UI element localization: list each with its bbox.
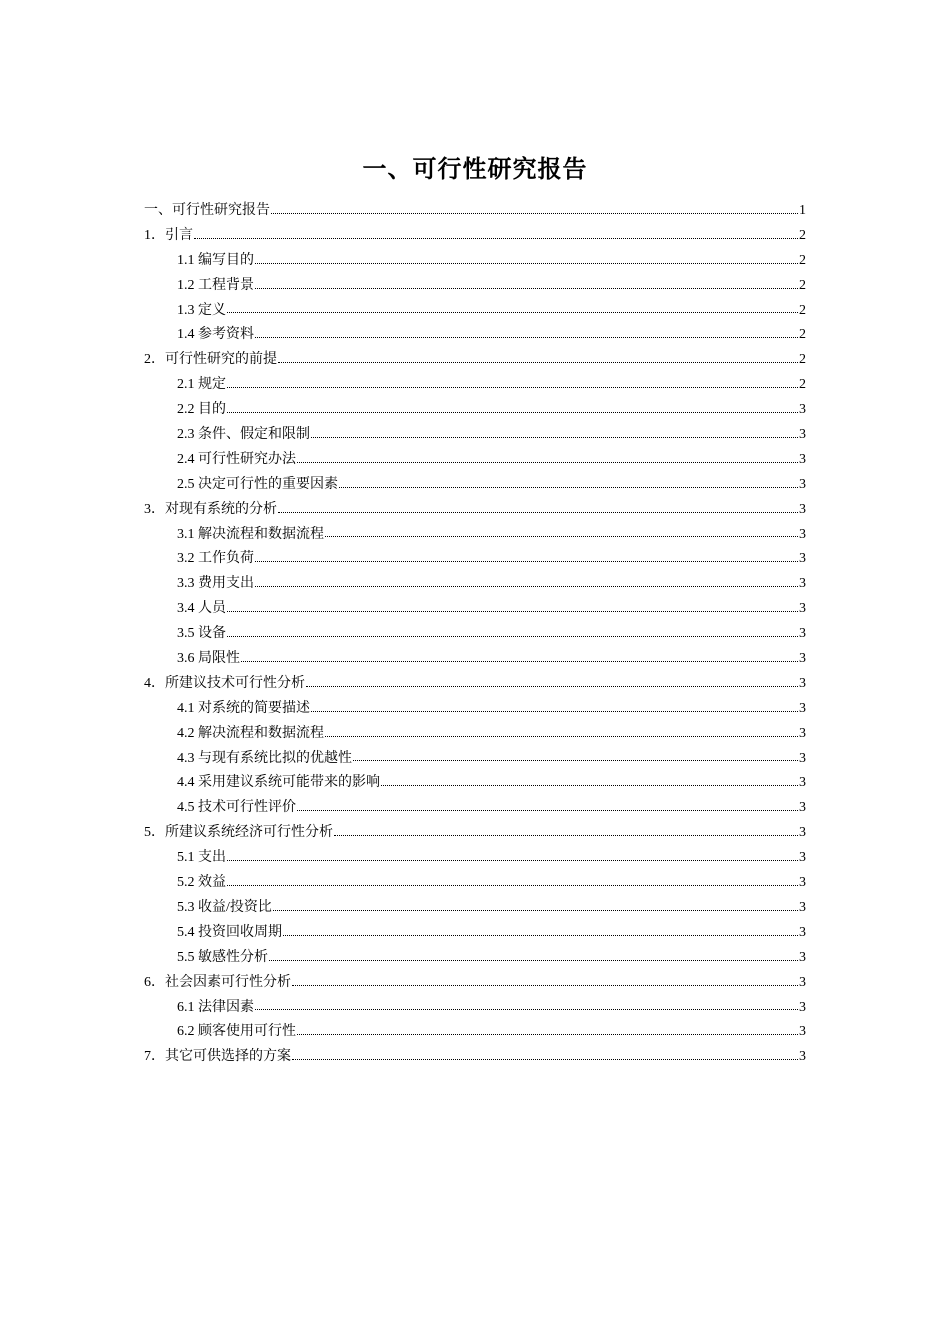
toc-entry-label: 6.2 顾客使用可行性	[177, 1024, 296, 1040]
toc-entry-page-number: 3	[799, 700, 806, 716]
toc-entry-label: 1.2 工程背景	[177, 277, 254, 293]
toc-entry[interactable]	[144, 971, 806, 996]
toc-entry-label: 4．所建议技术可行性分析	[144, 675, 305, 691]
toc-entry-page-number: 3	[799, 402, 806, 418]
toc-entry[interactable]	[144, 821, 806, 846]
toc-entry[interactable]	[144, 846, 806, 871]
toc-entry-page-number: 3	[799, 675, 806, 691]
toc-entry-label: 5.4 投资回收周期	[177, 924, 282, 940]
toc-entry-label: 5.1 支出	[177, 850, 226, 866]
toc-entry[interactable]	[144, 1045, 806, 1070]
toc-entry-label: 5.3 收益/投资比	[177, 899, 272, 915]
toc-entry-label: 2.3 条件、假定和限制	[177, 427, 310, 443]
toc-entry-page-number: 3	[799, 526, 806, 542]
toc-entry[interactable]	[144, 597, 806, 622]
toc-entry-label: 1．引言	[144, 227, 193, 243]
toc-entry-label: 6.1 法律因素	[177, 999, 254, 1015]
toc-entry-page-number: 2	[799, 302, 806, 318]
toc-entry[interactable]	[144, 1020, 806, 1045]
toc-entry-page-number: 3	[799, 999, 806, 1015]
toc-entry-page-number: 3	[799, 626, 806, 642]
toc-dot-leader	[283, 934, 798, 936]
toc-dot-leader	[241, 660, 798, 662]
toc-entry-page-number: 3	[799, 476, 806, 492]
toc-entry-label: 5．所建议系统经济可行性分析	[144, 825, 333, 841]
toc-entry-label: 3.6 局限性	[177, 651, 240, 667]
toc-dot-leader	[255, 1008, 798, 1010]
toc-entry-page-number: 3	[799, 427, 806, 443]
toc-entry-page-number: 2	[799, 252, 806, 268]
toc-entry[interactable]	[144, 523, 806, 548]
toc-entry[interactable]	[144, 871, 806, 896]
toc-dot-leader	[273, 909, 798, 911]
toc-dot-leader	[297, 1033, 798, 1035]
toc-entry[interactable]	[144, 771, 806, 796]
toc-entry-label: 5.5 敏感性分析	[177, 949, 268, 965]
toc-entry[interactable]	[144, 722, 806, 747]
toc-entry[interactable]	[144, 747, 806, 772]
toc-entry-label: 1.1 编写目的	[177, 252, 254, 268]
toc-entry-label: 6．社会因素可行性分析	[144, 974, 291, 990]
toc-dot-leader	[325, 535, 798, 537]
toc-entry-label: 3.1 解决流程和数据流程	[177, 526, 324, 542]
toc-dot-leader	[227, 610, 798, 612]
toc-entry-label: 4.4 采用建议系统可能带来的影响	[177, 775, 380, 791]
toc-entry[interactable]	[144, 547, 806, 572]
toc-entry-page-number: 3	[799, 750, 806, 766]
toc-dot-leader	[334, 834, 798, 836]
toc-entry-page-number: 3	[799, 974, 806, 990]
toc-dot-leader	[306, 685, 798, 687]
table-of-contents	[144, 199, 806, 1070]
toc-entry-label: 7．其它可供选择的方案	[144, 1049, 291, 1065]
toc-entry[interactable]	[144, 921, 806, 946]
toc-entry-page-number: 3	[799, 501, 806, 517]
toc-entry[interactable]	[144, 622, 806, 647]
toc-entry-page-number: 3	[799, 576, 806, 592]
toc-entry-page-number: 3	[799, 1024, 806, 1040]
toc-entry[interactable]	[144, 896, 806, 921]
toc-dot-leader	[227, 386, 798, 388]
toc-dot-leader	[227, 884, 798, 886]
toc-entry-page-number: 3	[799, 924, 806, 940]
toc-entry-label: 2．可行性研究的前提	[144, 352, 277, 368]
toc-entry[interactable]	[144, 647, 806, 672]
toc-entry-page-number: 3	[799, 899, 806, 915]
toc-entry-label: 1.3 定义	[177, 302, 226, 318]
toc-dot-leader	[269, 959, 798, 961]
toc-entry[interactable]	[144, 672, 806, 697]
toc-dot-leader	[194, 237, 798, 239]
toc-dot-leader	[325, 735, 798, 737]
toc-entry-label: 3.5 设备	[177, 626, 226, 642]
toc-dot-leader	[227, 635, 798, 637]
toc-entry-label: 2.2 目的	[177, 402, 226, 418]
toc-dot-leader	[292, 984, 798, 986]
toc-entry-label: 3.2 工作负荷	[177, 551, 254, 567]
toc-entry[interactable]	[144, 796, 806, 821]
toc-entry-page-number: 3	[799, 451, 806, 467]
toc-entry-label: 4.1 对系统的简要描述	[177, 700, 310, 716]
toc-dot-leader	[255, 560, 798, 562]
toc-entry[interactable]	[144, 473, 806, 498]
toc-dot-leader	[227, 859, 798, 861]
toc-entry-label: 5.2 效益	[177, 875, 226, 891]
toc-entry-page-number: 2	[799, 377, 806, 393]
page-title: 一、可行性研究报告	[362, 157, 588, 183]
toc-dot-leader	[255, 585, 798, 587]
toc-entry[interactable]	[144, 274, 806, 299]
toc-dot-leader	[255, 262, 798, 264]
toc-entry-page-number: 3	[799, 725, 806, 741]
toc-entry-label: 3.3 费用支出	[177, 576, 254, 592]
toc-dot-leader	[353, 759, 798, 761]
toc-dot-leader	[339, 486, 798, 488]
toc-entry-page-number: 3	[799, 850, 806, 866]
toc-entry[interactable]	[144, 946, 806, 971]
toc-entry-label: 4.2 解决流程和数据流程	[177, 725, 324, 741]
toc-entry[interactable]	[144, 299, 806, 324]
toc-entry[interactable]	[144, 348, 806, 373]
toc-dot-leader	[297, 461, 798, 463]
toc-dot-leader	[255, 287, 798, 289]
toc-entry-page-number: 2	[799, 352, 806, 368]
toc-entry-page-number: 3	[799, 800, 806, 816]
toc-entry-label: 3.4 人员	[177, 601, 226, 617]
toc-entry-page-number: 3	[799, 551, 806, 567]
toc-dot-leader	[311, 436, 798, 438]
toc-entry-label: 1.4 参考资料	[177, 327, 254, 343]
toc-entry[interactable]	[144, 323, 806, 348]
toc-entry[interactable]	[144, 224, 806, 249]
toc-dot-leader	[297, 809, 798, 811]
toc-entry-label: 4.5 技术可行性评价	[177, 800, 296, 816]
toc-entry[interactable]	[144, 373, 806, 398]
toc-entry-page-number: 3	[799, 775, 806, 791]
toc-entry-label: 4.3 与现有系统比拟的优越性	[177, 750, 352, 766]
toc-entry-page-number: 3	[799, 875, 806, 891]
toc-entry[interactable]	[144, 249, 806, 274]
toc-entry-page-number: 2	[799, 277, 806, 293]
toc-dot-leader	[292, 1058, 798, 1060]
toc-entry-page-number: 3	[799, 825, 806, 841]
toc-entry-page-number: 1	[799, 203, 806, 218]
toc-dot-leader	[278, 361, 798, 363]
toc-dot-leader	[227, 311, 798, 313]
toc-entry-label: 一、可行性研究报告	[144, 203, 270, 218]
toc-entry[interactable]	[144, 199, 806, 224]
toc-entry-label: 2.4 可行性研究办法	[177, 451, 296, 467]
toc-dot-leader	[271, 212, 798, 214]
toc-entry-label: 3．对现有系统的分析	[144, 501, 277, 517]
toc-entry[interactable]	[144, 398, 806, 423]
toc-entry[interactable]	[144, 448, 806, 473]
toc-dot-leader	[381, 784, 798, 786]
toc-dot-leader	[311, 710, 798, 712]
toc-entry-page-number: 3	[799, 601, 806, 617]
toc-entry[interactable]	[144, 572, 806, 597]
toc-entry[interactable]	[144, 697, 806, 722]
toc-dot-leader	[255, 336, 798, 338]
toc-entry[interactable]	[144, 423, 806, 448]
toc-entry-label: 2.5 决定可行性的重要因素	[177, 476, 338, 492]
toc-dot-leader	[227, 411, 798, 413]
toc-dot-leader	[278, 511, 798, 513]
toc-entry-page-number: 2	[799, 327, 806, 343]
toc-entry-label: 2.1 规定	[177, 377, 226, 393]
toc-entry[interactable]	[144, 498, 806, 523]
toc-entry-page-number: 3	[799, 651, 806, 667]
toc-entry[interactable]	[144, 996, 806, 1021]
toc-entry-page-number: 2	[799, 227, 806, 243]
toc-entry-page-number: 3	[799, 1049, 806, 1065]
toc-entry-page-number: 3	[799, 949, 806, 965]
